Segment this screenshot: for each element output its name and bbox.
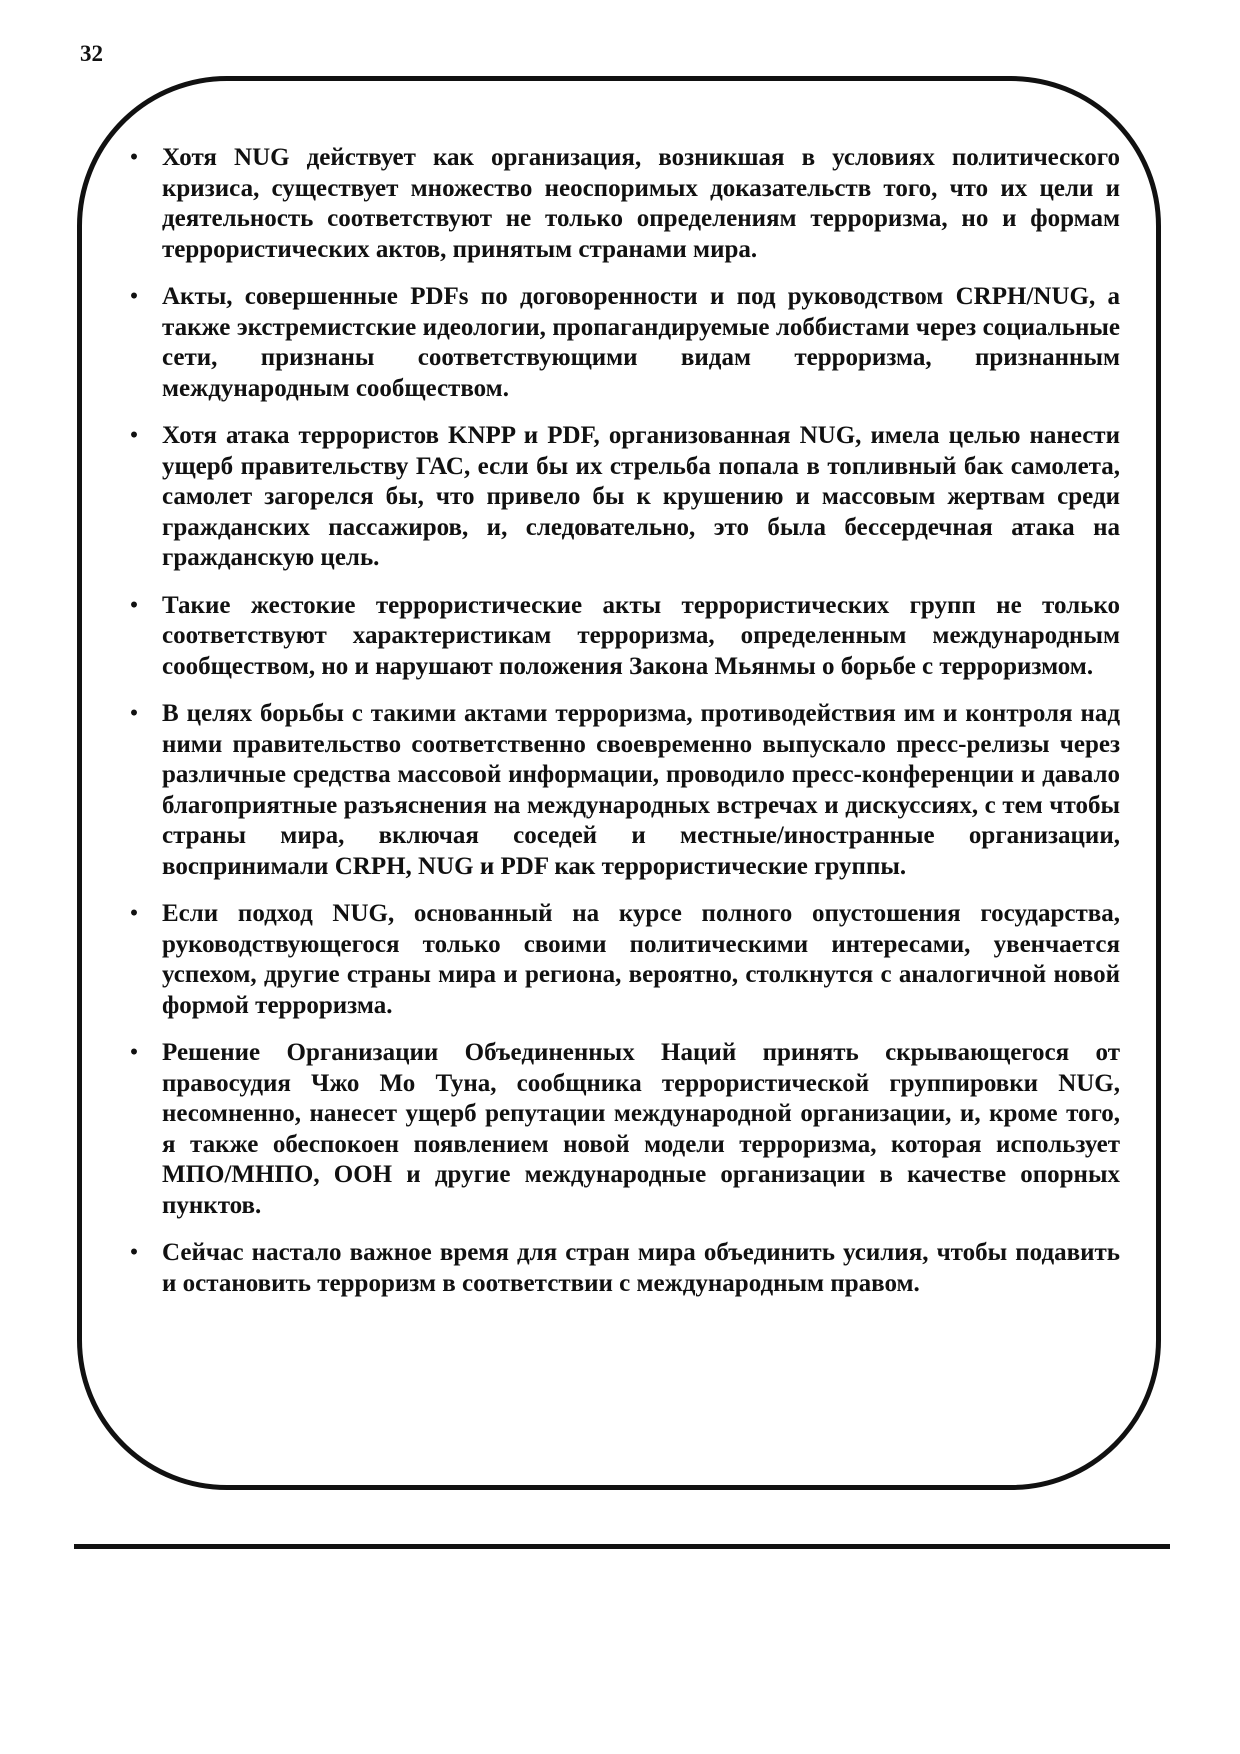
page-number: 32 xyxy=(80,41,103,66)
bullet-text: Такие жестокие террористические акты террористических групп не только соответствуют характеристикам терроризма, определенным международным сообществом, но и нарушают положения Закона Мьянмы о борьбе с терроризмом. xyxy=(162,591,1120,680)
bullet-dot-icon: • xyxy=(129,283,139,310)
bullet-item xyxy=(122,1238,1120,1299)
bullet-dot-icon: • xyxy=(129,1239,139,1266)
bullet-dot-icon: • xyxy=(129,591,139,619)
bullet-item xyxy=(122,282,1120,404)
bullet-dot-icon: • xyxy=(129,1039,139,1066)
bullet-text: Решение Организации Объединенных Наций принять скрывающегося от правосудия Чжо Мо Туна, сообщника террористической группировки NUG, несомненно, нанесет ущерб репутации международной организации, и, кроме того, я также обеспокоен появлением новой модели терроризма, которая использует МПО/МНПО, ООН и другие международные организации в качестве опорных пунктов. xyxy=(162,1039,1120,1219)
bullet-item xyxy=(122,899,1120,1021)
bullet-dot-icon: • xyxy=(129,422,139,449)
bullet-dot-icon: • xyxy=(129,900,139,927)
bullet-item xyxy=(122,421,1120,574)
bullet-dot-icon: • xyxy=(129,700,139,727)
bullet-text: Хотя атака террористов KNPP и PDF, организованная NUG, имела целью нанести ущерб правительству ГАС, если бы их стрельба попала в топливный бак самолета, самолет загорелся бы, что привело бы к крушению и массовым жертвам среди гражданских пассажиров, и, следовательно, это была бессердечная атака на гражданскую цель. xyxy=(162,422,1120,571)
bottom-divider xyxy=(74,1544,1170,1549)
bullet-item xyxy=(122,699,1120,882)
bullet-text: Если подход NUG, основанный на курсе полного опустошения государства, руководствующегося только своими политическими интересами, увенчается успехом, другие страны мира и региона, вероятно, столкнутся с аналогичной новой формой терроризма. xyxy=(162,900,1120,1019)
bullet-text: Акты, совершенные PDFs по договоренности и под руководством CRPH/NUG, а также экстремистские идеологии, пропагандируемые лоббистами через социальные сети, признаны соответствующими видам терроризма, признанным международным сообществом. xyxy=(162,283,1120,402)
bullet-dot-icon: • xyxy=(129,144,139,171)
bullet-item xyxy=(122,591,1120,683)
bullet-item xyxy=(122,143,1120,265)
bullet-text: В целях борьбы с такими актами терроризма, противодействия им и контроля над ними правительство соответственно своевременно выпускало пресс-релизы через различные средства массовой информации, проводило пресс-конференции и давало благоприятные разъяснения на международных встречах и дискуссиях, с тем чтобы страны мира, включая соседей и местные/иностранные организации, воспринимали CRPH, NUG и PDF как террористические группы. xyxy=(162,700,1120,880)
bullet-item xyxy=(122,1038,1120,1221)
bullet-text: Сейчас настало важное время для стран мира объединить усилия, чтобы подавить и остановить терроризм в соответствии с международным правом. xyxy=(162,1239,1120,1297)
bullet-list xyxy=(122,143,1120,1316)
bullet-text: Хотя NUG действует как организация, возникшая в условиях политического кризиса, существует множество неоспоримых доказательств того, что их цели и деятельность соответствуют не только определениям терроризма, но и формам террористических актов, принятым странами мира. xyxy=(162,144,1120,263)
